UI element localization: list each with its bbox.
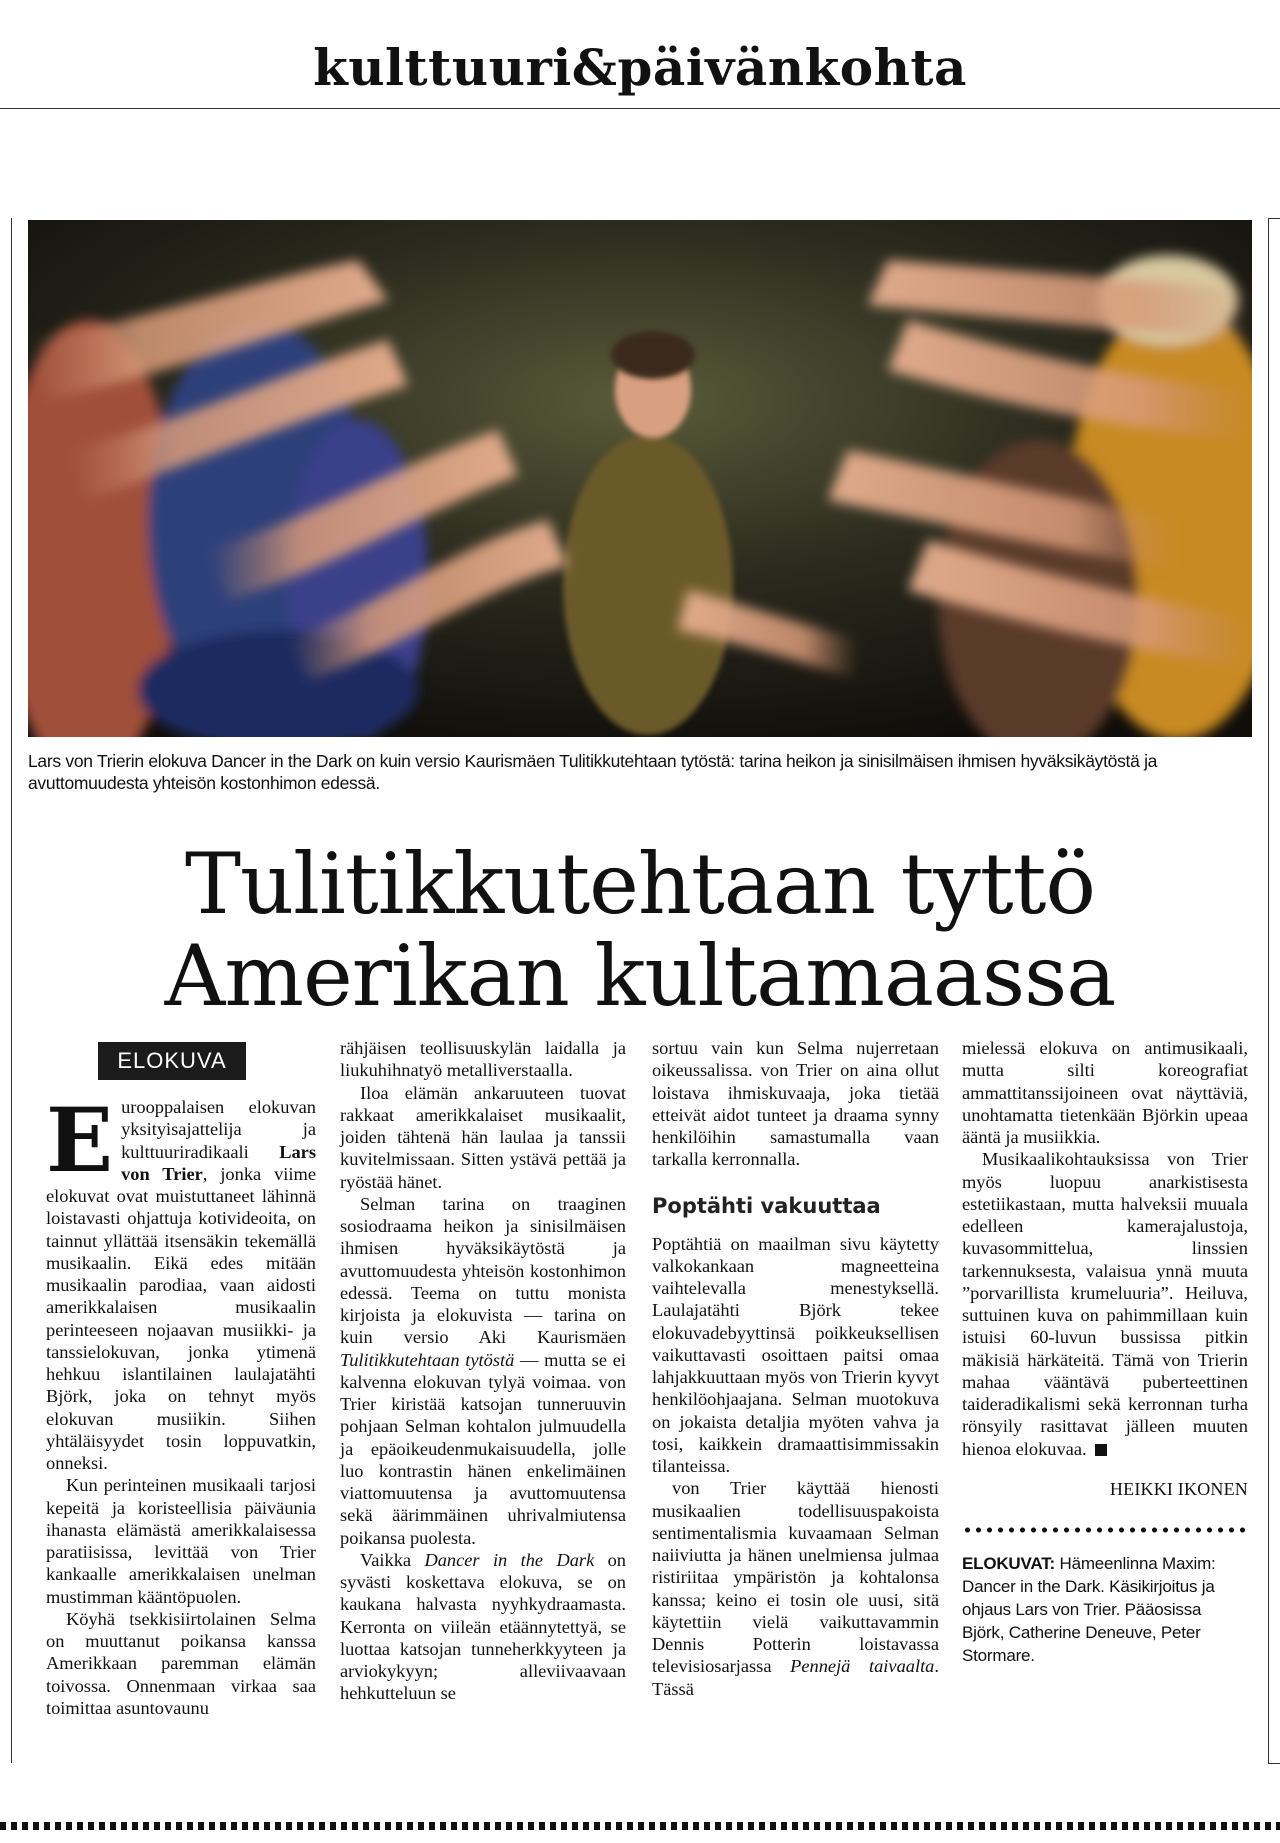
article-column-4 bbox=[962, 1037, 1248, 1667]
paragraph-text: Musikaalikohtauksissa von Trier myös luopuu anarkistisesta estetiikastaan, mutta halveksii muuala edelleen kamerajalustoja, kuvasommittelua, linssien tarkennuksesta, valaisua ynnä muuta ”porvarillista krumeluuria”. Heiluva, suttuinen kuva on pahimmillaan kuin istuisi 60-luvun bussissa pitkin mäkisiä härkäteitä. Tämä von Trierin mahaa vääntävä puberteettinen taideradikalismi sekä kerronnan turha rönsyily rasittavat jälleen muuten hienoa elokuvaa. bbox=[962, 1149, 1248, 1459]
headline-line-2: Amerikan kultamaassa bbox=[164, 927, 1116, 1025]
article-paragraph: Poptähtiä on maailman sivu käytetty valkokankaan magneetteina vaihtelevalla menestyksellä. Laulajatähti Björk tekee elokuvadebyyttinsä poikkeuksellisen vaikuttavasti osoittaen paitsi omaa lahjakkuuttaan myös von Trierin kyvyt henkilöohjaajana. Selman muotokuva on jokaista detaljia myöten vahva ja tosi, kaikkein dramaattisimmissakin tilanteissa. bbox=[652, 1233, 939, 1476]
author-byline: HEIKKI IKONEN bbox=[1109, 1478, 1248, 1499]
article-paragraph bbox=[652, 1477, 939, 1700]
end-of-article-icon bbox=[1095, 1444, 1107, 1456]
screening-info-label: ELOKUVAT: bbox=[962, 1554, 1055, 1573]
article-paragraph: rähjäisen teollisuuskylän laidalla ja liukuhihnatyö metalliverstaalla. bbox=[340, 1038, 626, 1081]
paragraph-text: Vaikka bbox=[360, 1549, 425, 1570]
photo-caption: Lars von Trierin elokuva Dancer in the Dark on kuin versio Kaurismäen Tulitikkutehtaan tytöstä: tarina heikon ja sinisilmäisen ihmisen hyväksikäytöstä ja avuttomuudesta yhteisön kostonhimon edessä. bbox=[28, 751, 1158, 793]
article-paragraph: Iloa elämän ankaruuteen tuovat rakkaat amerikkalaiset musikaalit, joiden tähtenä hän laulaa ja tanssii kuvitelmissaan. Sitten ystävä pettää ja ryöstää hänet. bbox=[340, 1082, 626, 1192]
screening-info bbox=[962, 1552, 1248, 1667]
article-column-2 bbox=[340, 1037, 626, 1705]
article-paragraph: Köyhä tsekkisiirtolainen Selma on muuttanut poikansa kanssa Amerikkaan paremman elämän toivossa. Onnenmaan virkaa saa toimittaa asuntovaunu bbox=[46, 1608, 316, 1718]
article-paragraph: mielessä elokuva on antimusikaali, mutta silti koreografiat ammattitanssijoineen ovat näyttäviä, unohtamatta tietenkään Björkin upeaa ääntä ja musiikkia. bbox=[962, 1038, 1248, 1147]
article-column-1 bbox=[46, 1036, 316, 1719]
director-name: Lars von Trier bbox=[121, 1141, 316, 1184]
section-divider bbox=[0, 108, 1280, 109]
article-paragraph bbox=[340, 1193, 626, 1549]
section-title: kulttuuri&päivänkohta bbox=[313, 38, 967, 97]
paragraph-text: urooppalaisen elokuvan yksityisajattelija ja kulttuuriradikaali bbox=[121, 1097, 316, 1162]
article-paragraph: sortuu vain kun Selma nujerretaan oikeussalissa. von Trier on aina ollut loistava ihmiskuvaaja, joka tietää etteivät aidot tunteet ja draama synny henkilöihin samastumalla vaan tarkalla kerronnalla. bbox=[652, 1038, 939, 1170]
article-paragraph: Kun perinteinen musikaali tarjosi kepeitä ja koristeellisia päiväunia ihanasta elämästä amerikkalaisessa paratiisissa, levittää von Trier kankaalle amerikkalaisen unelman mustimman kääntöpuolen. bbox=[46, 1475, 316, 1607]
dotted-separator bbox=[962, 1526, 1248, 1534]
bottom-dashed-rule bbox=[0, 1822, 1280, 1830]
article-paragraph bbox=[46, 1088, 316, 1474]
category-label: ELOKUVA bbox=[98, 1042, 246, 1080]
film-still-photo bbox=[28, 220, 1252, 737]
paragraph-text: — mutta se ei kalvenna elokuvan tylyä voimaa. von Trier kiristää katsojan tunneruuvin pohjaan Selman kohtalon julmuudella ja epäoikeudenmukaisuudella, jolle luo kontrastin hänen enkelimäinen viattomuutensa ja avuttomuutensa sekä äärimmäinen uhrivalmiutensa poikansa puolesta. bbox=[340, 1349, 626, 1548]
article-headline bbox=[0, 835, 1280, 1025]
series-title: Pennejä taivaalta bbox=[790, 1656, 935, 1677]
drop-cap: E bbox=[46, 1088, 114, 1192]
page-frame-corner-top bbox=[1268, 218, 1280, 219]
film-title: Dancer in the Dark bbox=[424, 1549, 595, 1570]
headline-line-1: Tulitikkutehtaan tyttö bbox=[185, 835, 1095, 933]
page-frame-corner-bottom bbox=[1268, 1763, 1280, 1764]
article-subheading: Poptähti vakuuttaa bbox=[652, 1193, 881, 1218]
paragraph-text: . Tässä bbox=[652, 1656, 939, 1699]
article-paragraph bbox=[340, 1549, 626, 1705]
film-title: Tulitikkutehtaan tytöstä bbox=[340, 1349, 515, 1370]
article-paragraph bbox=[962, 1148, 1248, 1460]
screening-info-text: Hämeenlinna Maxim: Dancer in the Dark. Käsikirjoitus ja ohjaus Lars von Trier. Pääosissa Björk, Catherine Deneuve, Peter Stormare. bbox=[962, 1554, 1216, 1665]
paragraph-text: on syvästi koskettava elokuva, se on kaukana halvasta nyyhkydraamasta. Kerronta on viileän etäännytettyä, se luottaa katsojan tunneherkkyyteen ja arviokykyyn; alleviivaavaan hehkutteluun se bbox=[340, 1549, 627, 1704]
paragraph-text: von Trier käyttää hienosti musikaalien todellisuuspakoista sentimentalismia kuvaamaan Selman naiiviutta ja hänen unelmiensa julmaa ristiriitaa ympäristön ja kohtalonsa kanssa; keino ei tosin ole uusi, sitä käytettiin vielä vaikuttavammin Dennis Potterin loistavassa televisiosarjassa bbox=[652, 1478, 939, 1677]
paragraph-text: Selman tarina on traaginen sosiodraama heikon ja sinisilmäisen ihmisen hyväksikäytöstä ja avuttomuudesta yhteisön kostonhimon edessä. Teema on tuttu monista kirjoista ja elokuvista — tarina on kuin versio Aki Kaurismäen bbox=[340, 1193, 626, 1348]
article-column-3 bbox=[652, 1037, 939, 1700]
paragraph-text: , jonka viime elokuvat ovat muistuttaneet lähinnä loistavasti ohjattuja kotivideoita, on tainnut yllättää itsensäkin tekemällä musikaalin. Eikä edes mitään musikaalin parodiaa, vaan aidosti amerikkalaisen musikaalin perinteeseen nojaavan musiikki- ja tanssielokuvan, jonka ytimenä hehkuu islantilainen laulajatähti Björk, joka on tehnyt myös elokuvan musiikin. Siihen yhtäläisyydet tosin loppuvatkin, onneksi. bbox=[46, 1163, 316, 1473]
